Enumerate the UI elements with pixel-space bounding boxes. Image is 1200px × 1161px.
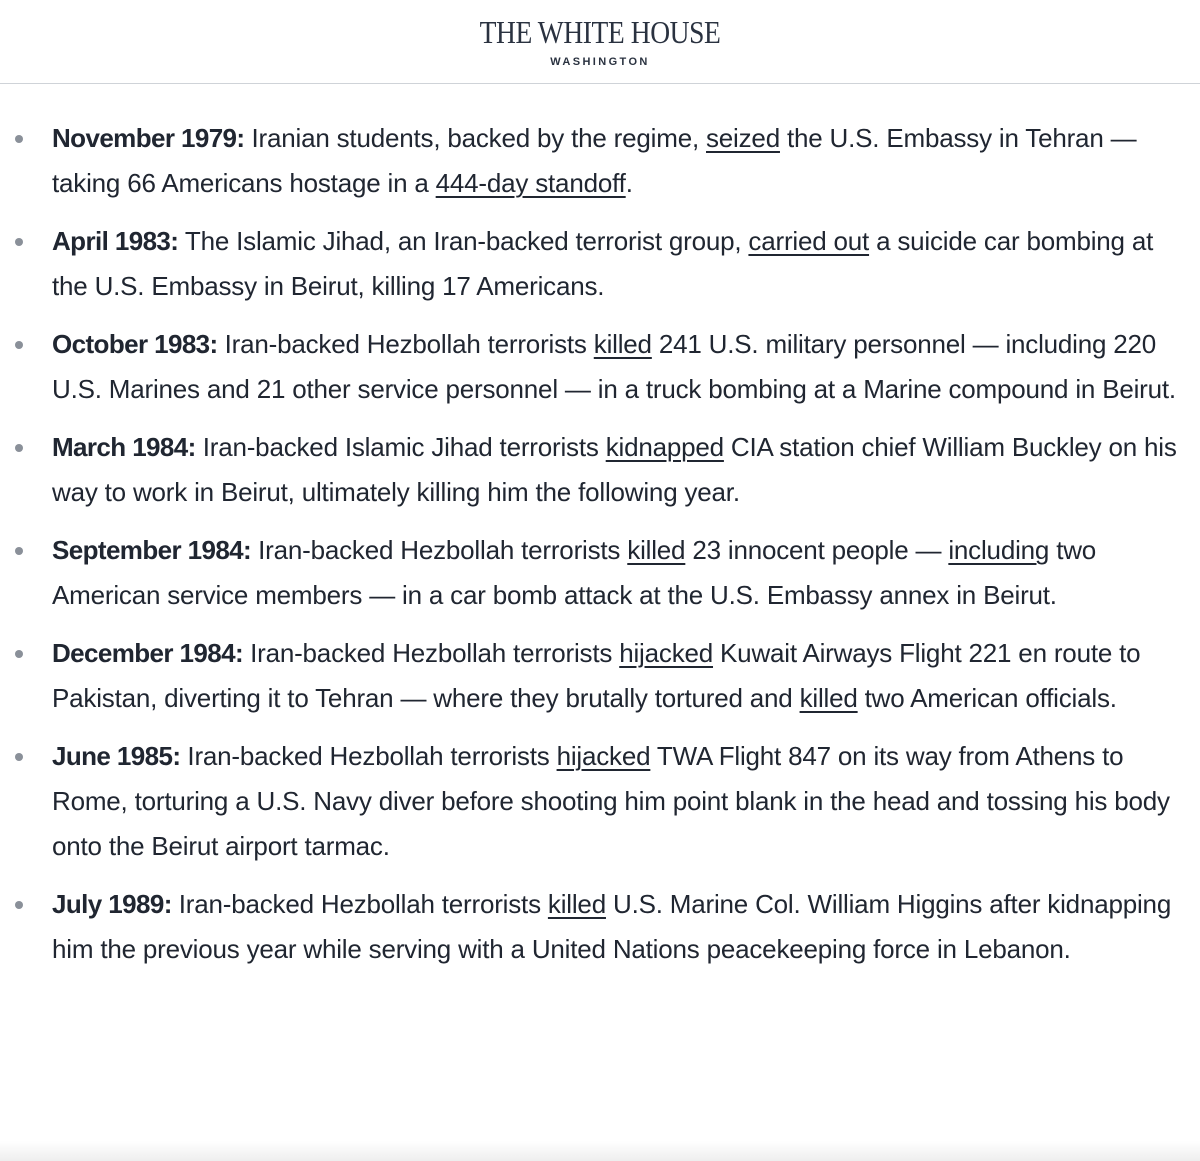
event-item-1985-06 [0,734,1200,869]
event-item-1984-03 [0,425,1200,515]
event-text: Iran-backed Hezbollah terrorists [180,741,557,771]
event-text: U.S. Marine Col. William Higgins after kidnapping him the previous year while serving with a United Nations peacekeeping force in Lebanon. [52,889,1172,964]
event-item-1983-04 [0,219,1200,309]
event-link-killed[interactable]: killed [799,683,858,713]
bullet-icon [15,650,23,658]
event-item-1983-10 [0,322,1200,412]
event-link-including[interactable]: including [948,535,1050,565]
event-text: TWA Flight 847 on its way from Athens to Rome, torturing a U.S. Navy diver before shooting him point blank in the head and tossing his body onto the Beirut airport tarmac. [52,741,1170,861]
event-text: Iran-backed Islamic Jihad terrorists [195,432,606,462]
event-text: Iranian students, backed by the regime, [244,123,706,153]
bullet-icon [15,238,23,246]
event-date: July 1989: [52,889,172,919]
event-link-killed[interactable]: killed [627,535,686,565]
event-link-killed[interactable]: killed [593,329,652,359]
event-date: March 1984: [52,432,196,462]
bullet-icon [15,341,23,349]
event-text: a suicide car bombing at the U.S. Embassy in Beirut, killing 17 Americans. [52,226,1154,301]
event-date: April 1983: [52,226,179,256]
white-house-wordmark[interactable]: THE WHITE HOUSE [479,14,721,50]
bullet-icon [15,547,23,555]
event-text: Iran-backed Hezbollah terrorists [251,535,628,565]
event-text: two American service members — in a car bomb attack at the U.S. Embassy annex in Beirut. [52,535,1097,610]
event-text: the U.S. Embassy in Tehran — taking 66 Americans hostage in a [52,123,1137,198]
event-link-hijacked[interactable]: hijacked [556,741,651,771]
event-link-killed[interactable]: killed [547,889,606,919]
event-link-444-day-standoff[interactable]: 444-day standoff [435,168,626,198]
events-timeline-list [0,116,1200,985]
bullet-icon [15,135,23,143]
event-item-1979-11 [0,116,1200,206]
event-link-hijacked[interactable]: hijacked [619,638,714,668]
event-item-1984-12 [0,631,1200,721]
event-date: June 1985: [52,741,181,771]
wordmark-subtitle: WASHINGTON [550,56,650,68]
event-text: . [625,168,633,198]
bottom-fade [0,1141,1200,1161]
event-text: 23 innocent people — [685,535,949,565]
event-date: September 1984: [52,535,252,565]
event-text: The Islamic Jihad, an Iran-backed terrorist group, [178,226,749,256]
event-text: CIA station chief William Buckley on his way to work in Beirut, ultimately killing him the following year. [52,432,1177,507]
site-header [0,0,1200,84]
event-date: October 1983: [52,329,218,359]
event-text: two American officials. [857,683,1117,713]
bullet-icon [15,753,23,761]
bullet-icon [15,901,23,909]
event-date: November 1979: [52,123,245,153]
event-item-1984-09 [0,528,1200,618]
event-link-kidnapped[interactable]: kidnapped [605,432,724,462]
event-date: December 1984: [52,638,244,668]
event-link-carried-out[interactable]: carried out [748,226,870,256]
event-text: Iran-backed Hezbollah terrorists [171,889,548,919]
event-text: Iran-backed Hezbollah terrorists [243,638,620,668]
event-item-1989-07 [0,882,1200,972]
event-link-seized[interactable]: seized [706,123,780,153]
event-text: 241 U.S. military personnel — including 220 U.S. Marines and 21 other service personnel — in a truck bombing at a Marine compound in Beirut. [52,329,1176,404]
event-text: Iran-backed Hezbollah terrorists [217,329,594,359]
event-text: Kuwait Airways Flight 221 en route to Pakistan, diverting it to Tehran — where they brutally tortured and [52,638,1141,713]
bullet-icon [15,444,23,452]
